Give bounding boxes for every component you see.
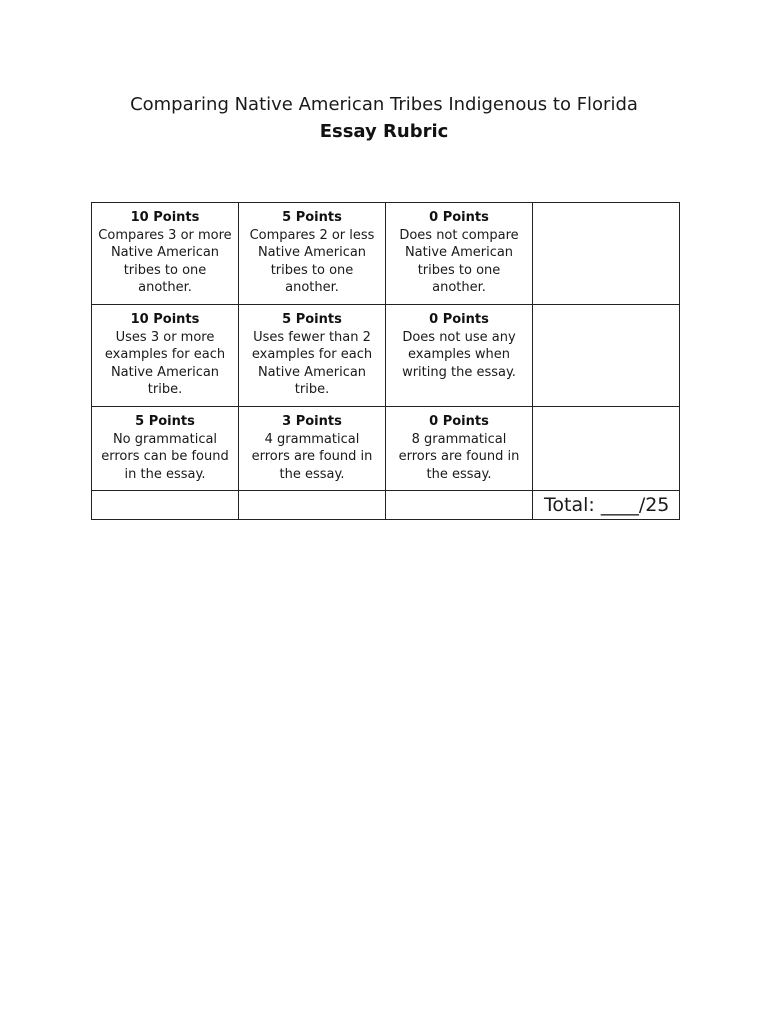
- criteria-description: Does not use any examples when writing the essay.: [402, 329, 516, 380]
- empty-cell: [92, 491, 239, 520]
- criteria-description: Compares 3 or more Native American tribes to one another.: [98, 227, 232, 295]
- points-label: 0 Points: [429, 312, 489, 327]
- rubric-cell: [386, 407, 533, 491]
- rubric-cell: [239, 203, 386, 305]
- rubric-cell: [239, 305, 386, 407]
- total-score-label: Total: ____/25: [533, 491, 680, 520]
- rubric-cell: [92, 305, 239, 407]
- criteria-description: 8 grammatical errors are found in the essay.: [398, 431, 520, 482]
- document-title: Comparing Native American Tribes Indigenous to Florida: [130, 94, 638, 115]
- points-label: 5 Points: [135, 414, 195, 429]
- rubric-cell: [92, 203, 239, 305]
- criteria-description: 4 grammatical errors are found in the essay.: [251, 431, 373, 482]
- score-cell: [533, 203, 680, 305]
- points-label: 10 Points: [130, 210, 200, 225]
- document-subtitle: Essay Rubric: [319, 121, 449, 142]
- points-label: 0 Points: [429, 414, 489, 429]
- criteria-description: Uses fewer than 2 examples for each Native American tribe.: [251, 329, 373, 397]
- rubric-row-examples: [92, 305, 680, 407]
- rubric-table: [91, 202, 680, 520]
- points-label: 5 Points: [282, 210, 342, 225]
- points-label: 3 Points: [282, 414, 342, 429]
- criteria-description: Compares 2 or less Native American tribes to one another.: [249, 227, 375, 295]
- rubric-row-total: [92, 491, 680, 520]
- points-label: 5 Points: [282, 312, 342, 327]
- empty-cell: [386, 491, 533, 520]
- rubric-row-grammar: [92, 407, 680, 491]
- score-cell: [533, 407, 680, 491]
- criteria-description: Does not compare Native American tribes to one another.: [399, 227, 519, 295]
- rubric-row-comparison: [92, 203, 680, 305]
- criteria-description: No grammatical errors can be found in the essay.: [101, 431, 229, 482]
- score-cell: [533, 305, 680, 407]
- empty-cell: [239, 491, 386, 520]
- points-label: 0 Points: [429, 210, 489, 225]
- rubric-cell: [239, 407, 386, 491]
- rubric-cell: [386, 203, 533, 305]
- criteria-description: Uses 3 or more examples for each Native American tribe.: [104, 329, 226, 397]
- rubric-cell: [386, 305, 533, 407]
- rubric-cell: [92, 407, 239, 491]
- points-label: 10 Points: [130, 312, 200, 327]
